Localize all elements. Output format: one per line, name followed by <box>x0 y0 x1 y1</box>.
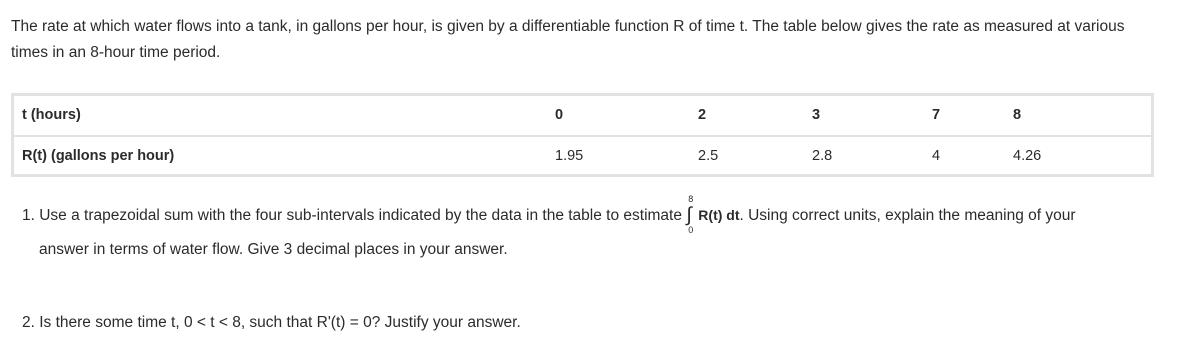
integrand: R(t) dt <box>698 207 740 223</box>
table-row-time <box>14 96 1151 137</box>
table-cell: 4.26 <box>1013 148 1042 164</box>
integral-sign: ∫ <box>686 203 692 226</box>
table-cell: 8 <box>1013 107 1022 123</box>
row-header-rate: R(t) (gallons per hour) <box>22 148 175 164</box>
table-cell: 7 <box>932 107 941 123</box>
table-cell: 0 <box>555 107 564 123</box>
table-cell: 2.8 <box>812 148 833 164</box>
table-cell: 4 <box>932 148 941 164</box>
question-1-text: 1. Use a trapezoidal sum with the four sub-intervals indicated by the data in the table to estimate <box>22 207 687 224</box>
table-cell: 3 <box>812 107 821 123</box>
table-cell: 1.95 <box>555 148 584 164</box>
data-table <box>11 93 1154 177</box>
integral-lower-limit: 0 <box>688 224 694 235</box>
row-header-time: t (hours) <box>22 107 81 123</box>
table-cell: 2.5 <box>698 148 719 164</box>
integral-upper-limit: 8 <box>688 193 694 204</box>
question-2: 2. Is there some time t, 0 < t < 8, such that R'(t) = 0? Justify your answer. <box>22 314 521 331</box>
question-1-text-cont: . Using correct units, explain the meaning of your <box>739 207 1076 224</box>
table-cell: 2 <box>698 107 707 123</box>
question-1-line-2: answer in terms of water flow. Give 3 decimal places in your answer. <box>39 241 508 258</box>
table-row-rate <box>14 137 1151 176</box>
problem-intro: The rate at which water flows into a tank, in gallons per hour, is given by a differentiable function R of time t. The table below gives the rate as measured at various times in an 8-hour time period. <box>11 18 1125 61</box>
integral-symbol <box>686 193 698 235</box>
question-1 <box>22 193 1172 235</box>
